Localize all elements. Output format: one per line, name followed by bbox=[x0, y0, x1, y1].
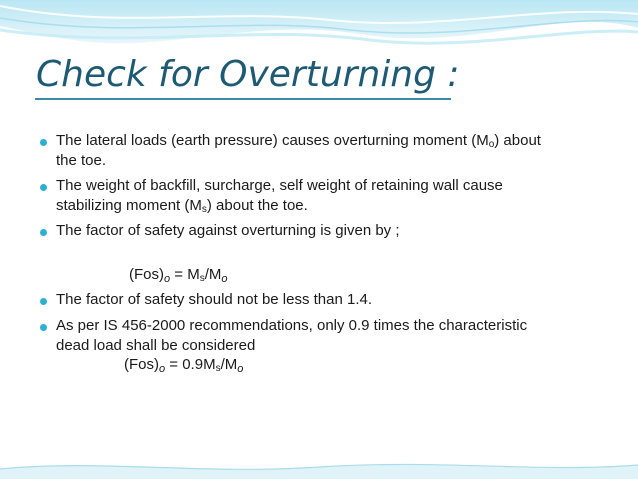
subscript: o bbox=[221, 273, 228, 285]
text-run: (Fos) bbox=[124, 356, 159, 373]
formula-fos-reduced bbox=[124, 356, 243, 376]
slide-title: Check for Overturning : bbox=[36, 54, 460, 95]
bullet-dot-icon bbox=[40, 298, 47, 305]
text-run: = 0.9M bbox=[165, 356, 216, 373]
header-wave-decoration bbox=[0, 0, 638, 60]
bullet-text-line bbox=[56, 197, 308, 217]
bullet-text-line: dead load shall be considered bbox=[56, 337, 256, 354]
subscript: o bbox=[164, 273, 171, 285]
subscript: o bbox=[488, 139, 495, 150]
subscript: s bbox=[215, 363, 221, 374]
text-run: ) about bbox=[494, 132, 541, 149]
title-underline bbox=[35, 98, 451, 100]
bullet-text-line: The factor of safety should not be less than 1.4. bbox=[56, 291, 373, 308]
text-run: stabilizing moment (M bbox=[56, 197, 202, 214]
subscript: o bbox=[159, 363, 166, 375]
subscript: o bbox=[237, 363, 244, 375]
bullet-text-line: As per IS 456-2000 recommendations, only 0.9 times the characteristic bbox=[56, 317, 528, 334]
bullet-text-line bbox=[56, 132, 541, 152]
subscript: s bbox=[201, 204, 207, 215]
text-run: = M bbox=[170, 266, 200, 283]
text-run: The lateral loads (earth pressure) causes overturning moment (M bbox=[56, 132, 489, 149]
subscript: s bbox=[199, 273, 205, 284]
text-run: (Fos) bbox=[129, 266, 164, 283]
bullet-text-line: The weight of backfill, surcharge, self weight of retaining wall cause bbox=[56, 177, 503, 194]
bullet-dot-icon bbox=[40, 229, 47, 236]
bullet-dot-icon bbox=[40, 324, 47, 331]
bullet-text-line: The factor of safety against overturning is given by ; bbox=[56, 222, 400, 239]
bullet-text-line: the toe. bbox=[56, 152, 107, 169]
text-run: /M bbox=[204, 266, 222, 283]
bullet-dot-icon bbox=[40, 184, 47, 191]
bullet-dot-icon bbox=[40, 139, 47, 146]
footer-wave-decoration bbox=[0, 457, 638, 479]
text-run: ) about the toe. bbox=[206, 197, 308, 214]
text-run: /M bbox=[220, 356, 238, 373]
formula-fos bbox=[129, 266, 228, 286]
